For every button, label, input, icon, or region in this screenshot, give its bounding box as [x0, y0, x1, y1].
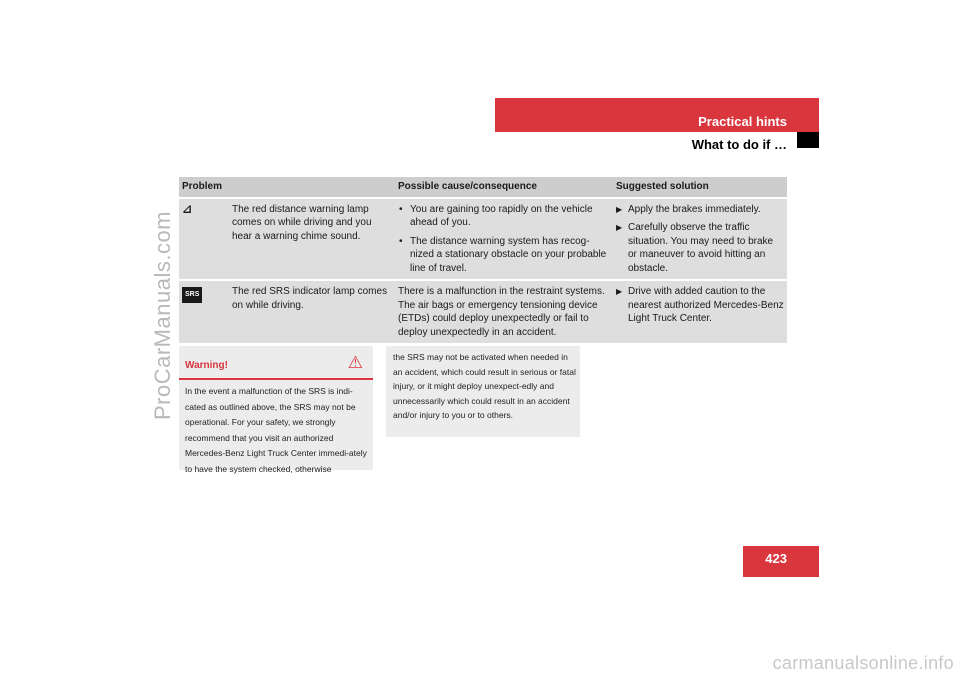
subsection-title: What to do if …	[691, 137, 787, 152]
warning-title: Warning!	[185, 360, 228, 371]
cause-item: • You are gaining too rapidly on the vehicle ahead of you.	[398, 203, 610, 230]
solution-item: ▶ Apply the brakes immediately.	[616, 203, 784, 217]
symbol-cell	[179, 280, 229, 344]
symbol-cell	[179, 198, 229, 281]
solution-item: ▶ Carefully observe the traffic situation. You may need to brake or maneuver to avoid hitting an obstacle.	[616, 221, 784, 275]
srs-indicator-icon: SRS	[182, 287, 202, 303]
cause-item: • The distance warning system has recog-nized a stationary obstacle on your probable line of travel.	[398, 235, 610, 276]
problem-text: The red distance warning lamp comes on while driving and you hear a warning chime sound.	[229, 198, 395, 281]
warning-triangle-icon: ⚠	[347, 353, 363, 372]
bottom-watermark: carmanualsonline.info	[772, 653, 954, 673]
warning-text: In the event a malfunction of the SRS is indi-cated as outlined above, the SRS may not be operational. For your safety, we strongly recommend that you visit an authorized Mercedes-Benz Light Truck Center immedi-ately to have the system checked, otherwise	[185, 386, 367, 474]
page-number: 423	[743, 546, 819, 577]
warning-box	[179, 346, 373, 474]
distance-warning-icon: ⊿	[182, 201, 193, 216]
side-watermark: ProCarManuals.com	[150, 210, 175, 420]
warning-divider	[179, 378, 373, 380]
solution-item: ▶ Drive with added caution to the nearest authorized Mercedes-Benz Light Truck Center.	[616, 285, 784, 326]
section-title: Practical hints	[698, 114, 787, 129]
table-row	[179, 198, 787, 281]
problem-text: The red SRS indicator lamp comes on while driving.	[229, 280, 395, 344]
cause-cell	[395, 198, 613, 281]
table-row	[179, 280, 787, 344]
header-cause: Possible cause/consequence	[395, 177, 613, 198]
table-header-row	[179, 177, 787, 198]
header-solution: Suggested solution	[613, 177, 787, 198]
solution-cell	[613, 280, 787, 344]
subsection-header	[495, 0, 819, 160]
cause-text: There is a malfunction in the restraint systems. The air bags or emergency tensioning device (ETDs) could deploy unexpectedly or fail to deploy unexpectedly in an accident.	[395, 280, 613, 344]
header-marker	[797, 132, 819, 148]
warning-continuation-box	[386, 346, 580, 437]
warning-continuation-text: the SRS may not be activated when needed in an accident, which could result in serious or fatal injury, or it might deploy unexpect-edly and unnecessarily which could result in an accident and/or injury to you or to others.	[393, 352, 576, 420]
header-problem: Problem	[179, 177, 395, 198]
solution-cell	[613, 198, 787, 281]
troubleshooting-table	[179, 177, 787, 345]
